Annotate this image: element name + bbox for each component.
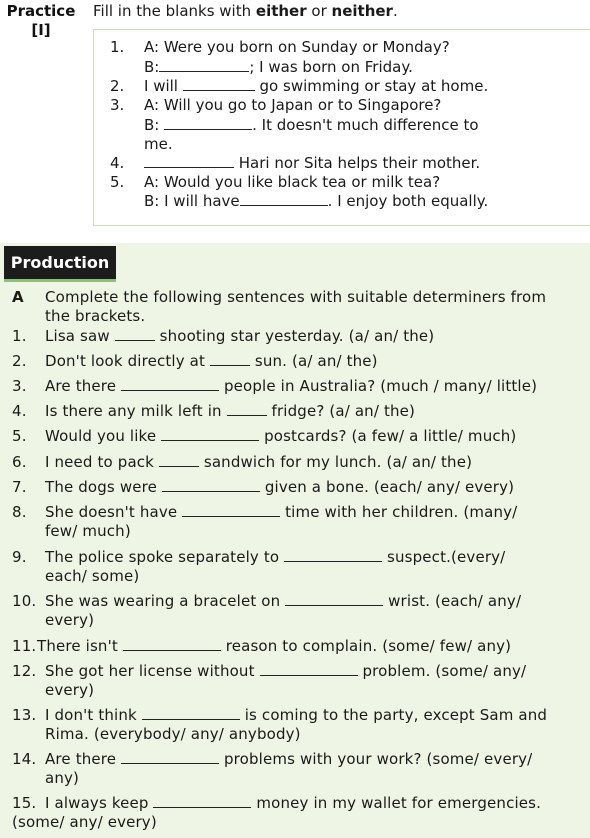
answer-blank[interactable] — [183, 77, 255, 91]
item-text: . It doesn't much difference to — [252, 116, 479, 134]
question-text: Are there — [45, 750, 117, 768]
item-number: 4. — [110, 154, 125, 172]
answer-blank[interactable] — [123, 637, 221, 651]
question-text: suspect.(every/ — [387, 548, 506, 566]
answer-blank[interactable] — [240, 192, 328, 206]
practice-item-1 — [110, 38, 450, 57]
question-text: I always keep — [45, 794, 149, 812]
item-text: I will — [144, 77, 178, 95]
question-number: 14. — [12, 750, 37, 768]
question-text: reason to complain. (some/ few/ any) — [225, 637, 512, 655]
question-number: 8. — [12, 503, 27, 521]
instruction-text: . — [392, 2, 398, 20]
item-text: B: — [144, 58, 160, 76]
question-number: 10. — [12, 592, 37, 610]
question-number: 5. — [12, 427, 27, 445]
question-text: postcards? (a few/ a little/ much) — [264, 427, 517, 445]
question-text: problems with your work? (some/ every/ — [223, 750, 533, 768]
practice-item-5-b — [144, 192, 488, 211]
question-text: each/ some) — [45, 567, 140, 585]
answer-blank[interactable] — [115, 327, 155, 341]
question-text: sandwich for my lunch. (a/ an/ the) — [203, 453, 473, 471]
item-text: go swimming or stay at home. — [259, 77, 489, 95]
item-text: B: — [144, 116, 160, 134]
practice-item-1-b — [144, 58, 413, 77]
question-text: Rima. (everybody/ any/ anybody) — [45, 725, 301, 743]
question-text: sun. (a/ an/ the) — [254, 352, 378, 370]
answer-blank[interactable] — [162, 478, 260, 492]
question-text: She was wearing a bracelet on — [45, 592, 281, 610]
practice-item-2 — [110, 77, 489, 96]
practice-item-3-cont — [144, 135, 173, 154]
question-number: 2. — [12, 352, 27, 370]
question-text: The dogs were — [45, 478, 157, 496]
keyword-either: either — [255, 2, 307, 20]
question-number: 1. — [12, 327, 27, 345]
question-number: 3. — [12, 377, 27, 395]
practice-label — [4, 2, 78, 40]
practice-number: [I] — [31, 21, 51, 39]
instruction-text: Complete the following sentences with suitable determiners from — [45, 288, 547, 306]
answer-blank[interactable] — [182, 503, 280, 517]
question-number: 11. — [12, 637, 37, 655]
question-text: Is there any milk left in — [45, 402, 222, 420]
item-number: 1. — [110, 38, 125, 56]
answer-blank[interactable] — [142, 706, 240, 720]
question-text: Would you like — [45, 427, 157, 445]
question-text: every) — [45, 681, 95, 699]
answer-blank[interactable] — [210, 352, 250, 366]
answer-blank[interactable] — [153, 794, 251, 808]
question-text: Lisa saw — [45, 327, 110, 345]
item-text: me. — [144, 135, 173, 153]
question-text: money in my wallet for emergencies. — [256, 794, 542, 812]
question-text: She got her license without — [45, 662, 255, 680]
question-number: 9. — [12, 548, 27, 566]
question-text: is coming to the party, except Sam and — [244, 706, 548, 724]
question-text: any) — [45, 769, 80, 787]
question-text: There isn't — [37, 637, 118, 655]
question-text: few/ much) — [45, 522, 131, 540]
question-number: 6. — [12, 453, 27, 471]
question-number: 4. — [12, 402, 27, 420]
item-text: ; I was born on Friday. — [249, 58, 413, 76]
instruction-text: Fill in the blanks with — [93, 2, 256, 20]
question-text: problem. (some/ any/ — [362, 662, 527, 680]
question-text: given a bone. (each/ any/ every) — [264, 478, 515, 496]
instruction-text: or — [306, 2, 332, 20]
practice-title: Practice — [6, 2, 76, 20]
production-heading: Production — [4, 246, 116, 282]
practice-item-3 — [110, 96, 442, 115]
question-text: wrist. (each/ any/ — [388, 592, 522, 610]
question-text: people in Australia? (much / many/ little) — [223, 377, 538, 395]
practice-item-3-b — [144, 116, 479, 135]
question-text: I need to pack — [45, 453, 155, 471]
item-number: 3. — [110, 96, 125, 114]
practice-instruction — [93, 2, 398, 21]
item-text: A: Were you born on Sunday or Monday? — [144, 38, 450, 56]
item-text: A: Would you like black tea or milk tea? — [144, 173, 441, 191]
practice-item-5 — [110, 173, 441, 192]
question-text: Don't look directly at — [45, 352, 206, 370]
answer-blank[interactable] — [164, 116, 252, 130]
question-number: 13. — [12, 706, 37, 724]
question-number: 12. — [12, 662, 37, 680]
item-number: 5. — [110, 173, 125, 191]
answer-blank[interactable] — [159, 58, 249, 72]
item-number: 2. — [110, 77, 125, 95]
question-text: shooting star yesterday. (a/ an/ the) — [159, 327, 435, 345]
item-text: A: Will you go to Japan or to Singapore? — [144, 96, 442, 114]
item-text: Hari nor Sita helps their mother. — [238, 154, 481, 172]
practice-item-4 — [110, 154, 481, 173]
answer-blank[interactable] — [161, 427, 259, 441]
question-text: Are there — [45, 377, 117, 395]
instruction-text: the brackets. — [45, 307, 146, 325]
item-text: B: I will have — [144, 192, 240, 210]
question-text: (some/ any/ every) — [12, 813, 157, 831]
answer-blank[interactable] — [121, 750, 219, 764]
question-number: 15. — [12, 794, 37, 812]
answer-blank[interactable] — [144, 154, 234, 168]
answer-blank[interactable] — [159, 453, 199, 467]
answer-blank[interactable] — [260, 662, 358, 676]
question-text: every) — [45, 611, 95, 629]
answer-blank[interactable] — [121, 377, 219, 391]
question-text: She doesn't have — [45, 503, 178, 521]
keyword-neither: neither — [331, 2, 393, 20]
question-text: time with her children. (many/ — [285, 503, 518, 521]
section-letter: A — [12, 288, 24, 306]
answer-blank[interactable] — [285, 592, 383, 606]
question-text: The police spoke separately to — [45, 548, 280, 566]
question-text: I don't think — [45, 706, 137, 724]
answer-blank[interactable] — [284, 548, 382, 562]
question-text: fridge? (a/ an/ the) — [271, 402, 416, 420]
question-number: 7. — [12, 478, 27, 496]
item-text: . I enjoy both equally. — [327, 192, 489, 210]
answer-blank[interactable] — [227, 402, 267, 416]
